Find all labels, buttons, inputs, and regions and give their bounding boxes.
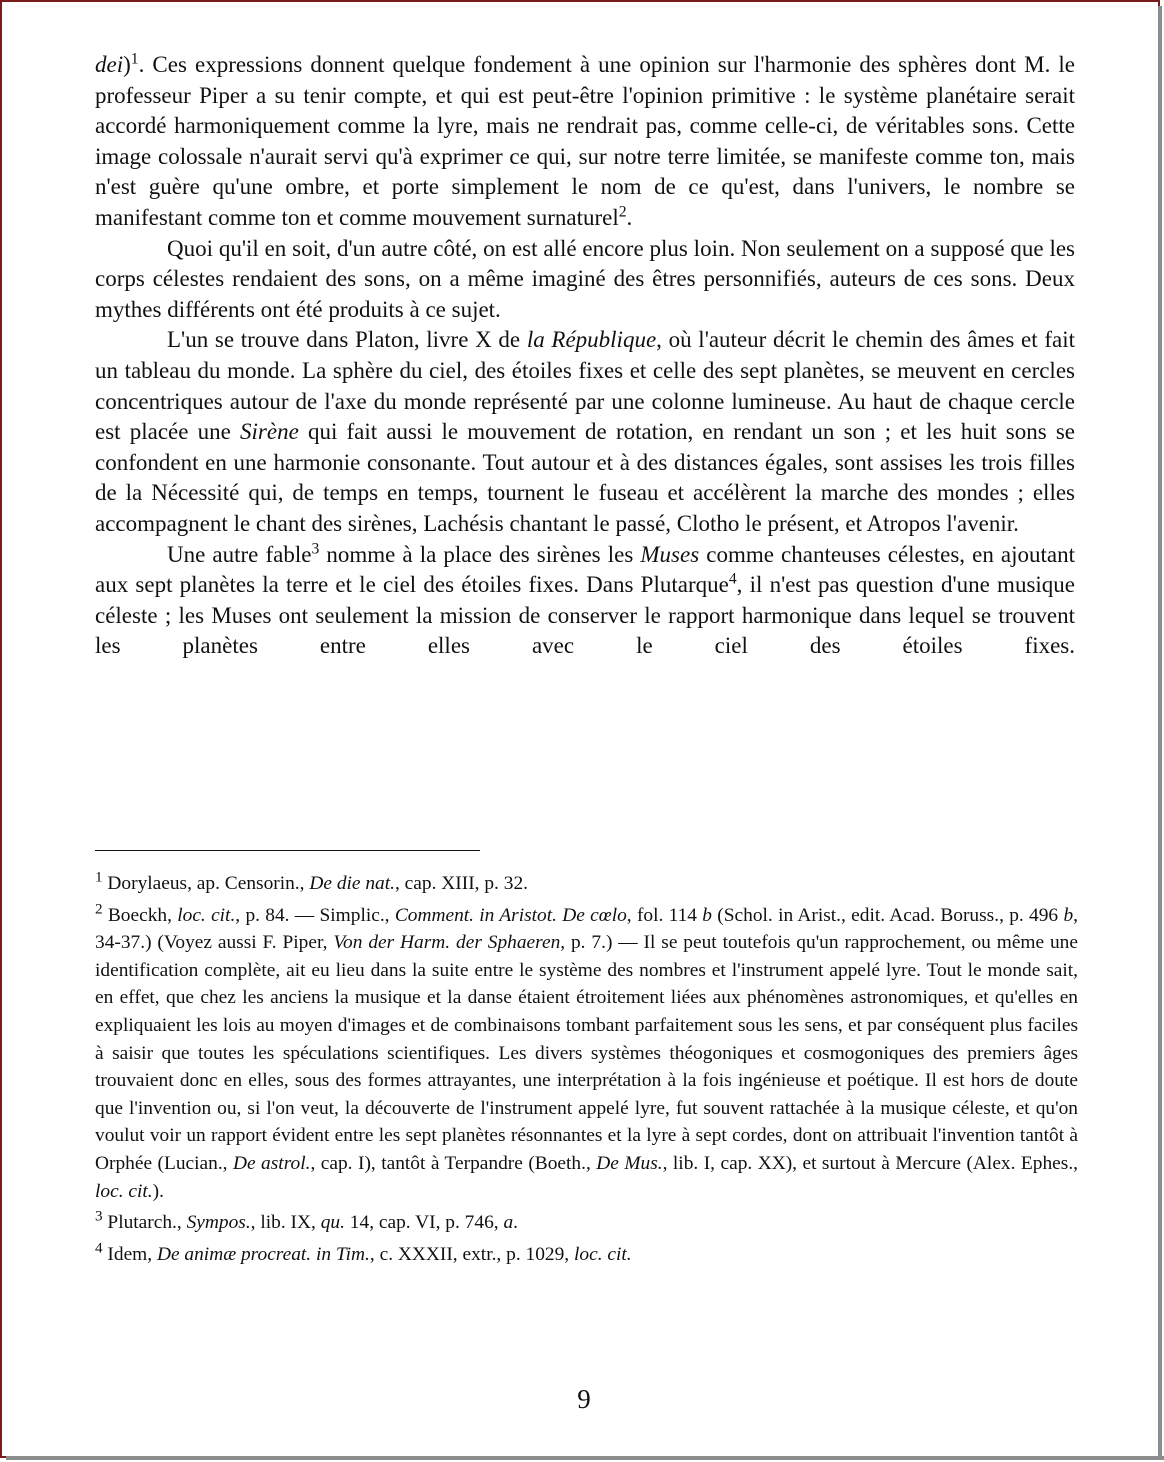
main-text (95, 50, 1075, 662)
footnote-separator (95, 850, 480, 851)
footnote-ref-4[interactable]: 4 (728, 570, 737, 588)
paragraph-2: Quoi qu'il en soit, d'un autre côté, on est allé encore plus loin. Non seulement on a supposé que les corps célestes rendaient des sons, on a même imaginé des êtres personnifiés, auteurs de ces sons. Deux mythes différents ont été produits à ce sujet. (95, 235, 1075, 322)
footnote-ref-3[interactable]: 3 (311, 539, 320, 557)
paragraph-3: L'un se trouve dans Platon, livre X de la République, où l'auteur décrit le chemin des âmes et fait un tableau du monde. La sphère du ciel, des étoiles fixes et celle des sept planètes, se meuvent en cercles concentriques autour de l'axe du monde représenté par une colonne lumineuse. Au haut de chaque cercle est placée une Sirène qui fait aussi le mouvement de rotation, en rendant un son ; et les huit sons se confondent en une harmonie consonante. Tout autour et à des distances égales, sont assises les trois filles de la Nécessité qui, de temps en temps, tournent le fuseau et accélèrent la marche des mondes ; elles accompagnent le chant des sirènes, Lachésis chantant le passé, Clotho le présent, et Atropos l'avenir. (95, 327, 1075, 536)
footnotes (95, 870, 1078, 1272)
footnote-2: $^2$ Boeckh, loc. cit., p. 84. — Simplic., Comment. in Aristot. De cœlo, fol. 114 b (Schol. in Arist., edit. Acad. Boruss., p. 496 b, 34-37.) (Voyez aussi F. Piper, Von der Harm. der Sphaeren, p. 7.) — Il se peut toutefois qu'un rapprochement, ou même une identification complète, ait eu lieu dans la suite entre le système des nombres et l'instrument appelé lyre. Tout le monde sait, en effet, que chez les anciens la musique et la danse étaient étroitement liées aux phénomènes astronomiques, et qu'elles en expliquaient les lois au moyen d'images et de combinaisons tombant parfaitement sous les sens, et par conséquent plus faciles à saisir que toutes les spéculations scientifiques. Les divers systèmes théogoniques et cosmogoniques des premiers âges trouvaient donc en elles, sous des formes attrayantes, une interprétation à la fois ingénieuse et poétique. Il est hors de doute que l'invention ou, si l'on veut, la découverte de l'instrument appelé lyre, fut souvent rattachée à la musique céleste, et qu'on voulut voir un rapport évident entre les sept planètes résonnantes et la lyre à sept cordes, dont on attribuait l'invention tantôt à Orphée (Lucian., De astrol., cap. I), tantôt à Terpandre (Boeth., De Mus., lib. I, cap. XX), et surtout à Mercure (Alex. Ephes., loc. cit.). (95, 901, 1079, 1202)
paragraph-1: dei)$^1$. Ces expressions donnent quelque fondement à une opinion sur l'harmonie des sphères dont M. le professeur Piper a su tenir compte, et qui est peut-être l'opinion primitive : le système planétaire serait accordé harmoniquement comme la lyre, mais ne rendrait pas, comme celle-ci, de véritables sons. Cette image colossale n'aurait servi qu'à exprimer ce qui, sur notre terre limitée, se manifeste comme ton, mais n'est guère qu'une ombre, et porte simplement le nom de ce qu'est, dans l'univers, le nombre se manifestant comme ton et comme mouvement surnaturel$^2$. (95, 50, 1075, 230)
footnote-ref-2[interactable]: 2 (618, 203, 627, 221)
paragraph-4: Une autre fable$^3$ nomme à la place des sirènes les Muses comme chanteuses célestes, en ajoutant aux sept planètes la terre et le ciel des étoiles fixes. Dans Plutarque$^4$, il n'est pas question d'une musique céleste ; les Muses ont seulement la mission de conserver le rapport harmonique dans lequel se trouvent les planètes entre elles avec le ciel des étoiles fixes. (95, 539, 1075, 659)
footnote-3: $^3$ Plutarch., Sympos., lib. IX, qu. 14, cap. VI, p. 746, a. (95, 1208, 519, 1234)
page-number: 9 (577, 1384, 591, 1414)
footnote-ref-1[interactable]: 1 (130, 50, 139, 68)
footnote-1: $^1$ Dorylaeus, ap. Censorin., De die nat., cap. XIII, p. 32. (95, 869, 528, 894)
footnote-4: $^4$ Idem, De animæ procreat. in Tim., c. XXXII, extr., p. 1029, loc. cit. (95, 1240, 632, 1265)
